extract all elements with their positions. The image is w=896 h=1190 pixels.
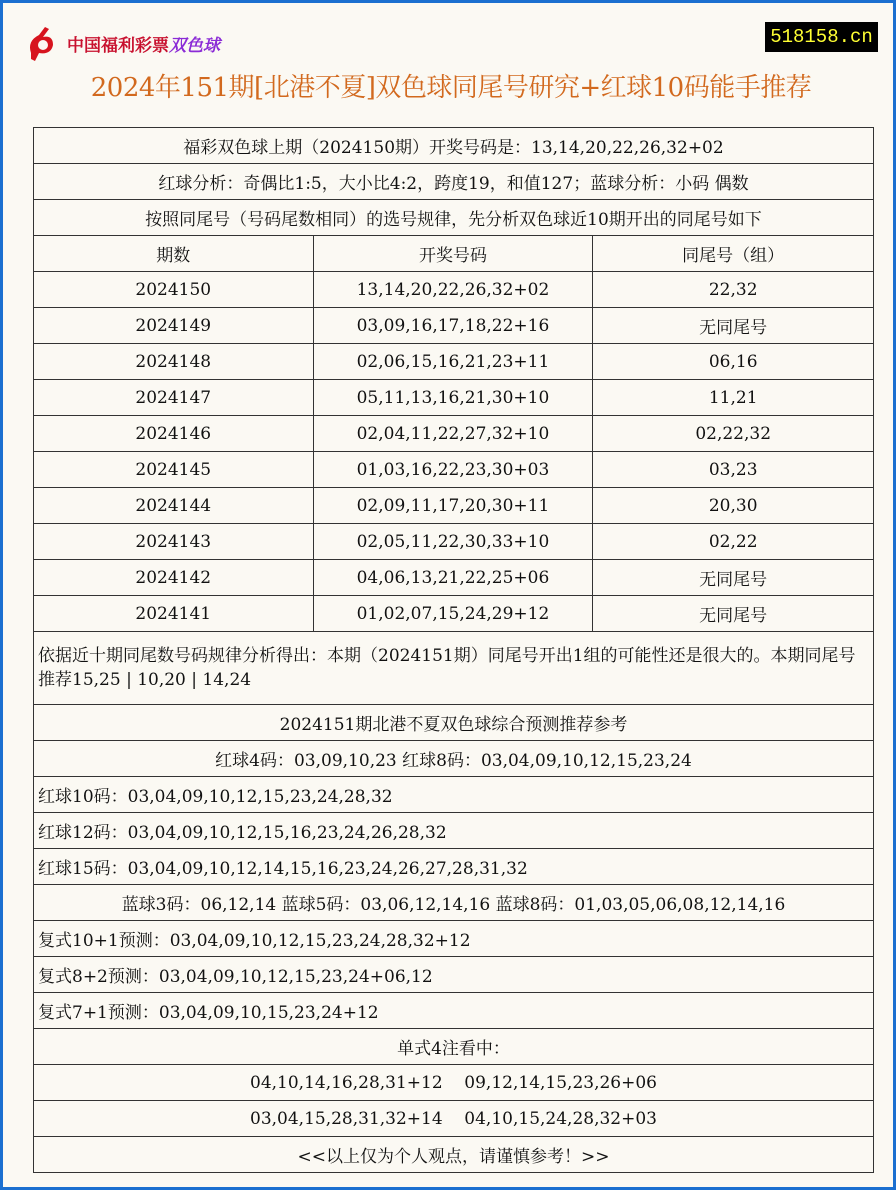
single-heading: 单式4注看中：	[34, 1029, 874, 1065]
cell-numbers: 01,03,16,22,23,30+03	[313, 452, 593, 488]
column-header-row	[34, 236, 874, 272]
table-row	[34, 488, 874, 524]
logo-text: 中国福利彩票	[67, 35, 169, 56]
cell-same-tail: 20,30	[593, 488, 874, 524]
col-same-tail: 同尾号（组）	[593, 236, 874, 272]
cell-numbers: 13,14,20,22,26,32+02	[313, 272, 593, 308]
rule-intro: 按照同尾号（号码尾数相同）的选号规律，先分析双色球近10期开出的同尾号如下	[34, 200, 874, 236]
cell-same-tail: 无同尾号	[593, 596, 874, 632]
cell-numbers: 04,06,13,21,22,25+06	[313, 560, 593, 596]
cell-same-tail: 03,23	[593, 452, 874, 488]
cell-issue: 2024149	[34, 308, 314, 344]
cell-numbers: 01,02,07,15,24,29+12	[313, 596, 593, 632]
table-row	[34, 560, 874, 596]
cell-issue: 2024150	[34, 272, 314, 308]
col-issue: 期数	[34, 236, 314, 272]
cell-issue: 2024145	[34, 452, 314, 488]
table-row	[34, 452, 874, 488]
site-badge[interactable]: 518158.cn	[765, 22, 878, 52]
table-row	[34, 596, 874, 632]
page-title: 2024年151期[北港不夏]双色球同尾号研究+红球10码能手推荐	[90, 73, 812, 103]
last-draw: 福彩双色球上期（2024150期）开奖号码是：13,14,20,22,26,32+02	[34, 128, 874, 164]
cell-issue: 2024144	[34, 488, 314, 524]
cell-same-tail: 11,21	[593, 380, 874, 416]
intro-row	[34, 164, 874, 200]
cell-issue: 2024146	[34, 416, 314, 452]
welfare-lottery-logo-icon	[23, 23, 63, 63]
cell-issue: 2024141	[34, 596, 314, 632]
cell-same-tail: 22,32	[593, 272, 874, 308]
table-row	[34, 524, 874, 560]
single-line-2: 03,04,15,28,31,32+14 04,10,15,24,28,32+03	[34, 1101, 874, 1137]
fushi-7-1: 复式7+1预测：03,04,09,10,15,23,24+12	[34, 993, 874, 1029]
logo	[23, 23, 220, 63]
red-10: 红球10码：03,04,09,10,12,15,23,24,28,32	[34, 777, 874, 813]
cell-issue: 2024147	[34, 380, 314, 416]
analysis-text: 依据近十期同尾数号码规律分析得出：本期（2024151期）同尾号开出1组的可能性还是很大的。本期同尾号推荐15,25 | 10,20 | 14,24	[34, 632, 874, 705]
analysis-table	[33, 127, 874, 1173]
blue-picks: 蓝球3码：06,12,14 蓝球5码：03,06,12,14,16 蓝球8码：01,03,05,06,08,12,14,16	[34, 885, 874, 921]
red-15: 红球15码：03,04,09,10,12,14,15,16,23,24,26,27,28,31,32	[34, 849, 874, 885]
table-row	[34, 380, 874, 416]
col-numbers: 开奖号码	[313, 236, 593, 272]
fushi-8-2: 复式8+2预测：03,04,09,10,12,15,23,24+06,12	[34, 957, 874, 993]
cell-numbers: 02,09,11,17,20,30+11	[313, 488, 593, 524]
cell-same-tail: 06,16	[593, 344, 874, 380]
red-4-8: 红球4码：03,09,10,23 红球8码：03,04,09,10,12,15,23,24	[34, 741, 874, 777]
table-row	[34, 344, 874, 380]
cell-issue: 2024142	[34, 560, 314, 596]
cell-numbers: 03,09,16,17,18,22+16	[313, 308, 593, 344]
logo-text-ssq: 双色球	[169, 35, 220, 56]
cell-same-tail: 无同尾号	[593, 560, 874, 596]
red-12: 红球12码：03,04,09,10,12,15,16,23,24,26,28,32	[34, 813, 874, 849]
cell-numbers: 02,04,11,22,27,32+10	[313, 416, 593, 452]
intro-row	[34, 128, 874, 164]
intro-row	[34, 200, 874, 236]
cell-issue: 2024148	[34, 344, 314, 380]
table-row	[34, 272, 874, 308]
table-row	[34, 416, 874, 452]
disclaimer: <<以上仅为个人观点，请谨慎参考！>>	[34, 1137, 874, 1173]
cell-numbers: 05,11,13,16,21,30+10	[313, 380, 593, 416]
cell-same-tail: 02,22,32	[593, 416, 874, 452]
cell-same-tail: 02,22	[593, 524, 874, 560]
table-row	[34, 308, 874, 344]
cell-numbers: 02,06,15,16,21,23+11	[313, 344, 593, 380]
red-analysis: 红球分析：奇偶比1:5，大小比4:2，跨度19，和值127；蓝球分析：小码 偶数	[34, 164, 874, 200]
cell-issue: 2024143	[34, 524, 314, 560]
cell-numbers: 02,05,11,22,30,33+10	[313, 524, 593, 560]
fushi-10-1: 复式10+1预测：03,04,09,10,12,15,23,24,28,32+12	[34, 921, 874, 957]
cell-same-tail: 无同尾号	[593, 308, 874, 344]
single-line-1: 04,10,14,16,28,31+12 09,12,14,15,23,26+06	[34, 1065, 874, 1101]
predict-heading: 2024151期北港不夏双色球综合预测推荐参考	[34, 705, 874, 741]
